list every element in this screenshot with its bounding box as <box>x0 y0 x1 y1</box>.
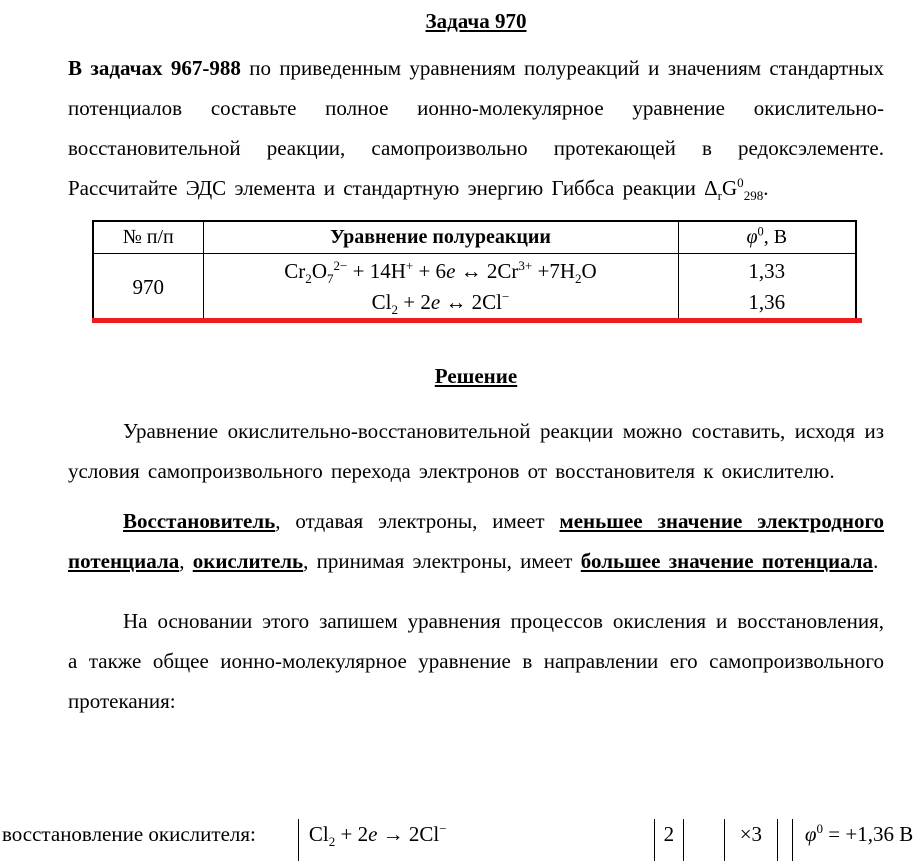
lesser-potential-phrase: меньшее значение электродного потенциала <box>68 509 884 573</box>
intro-lead-bold: В задачах 967-988 <box>68 56 241 80</box>
potentials-cell <box>678 254 856 322</box>
solution-paragraph-1: Уравнение окислительно-восстановительной реакции можно составить, исходя из условия самопроизвольного перехода электронов от восстановителя к окислителю. <box>68 419 884 483</box>
greater-potential-phrase: большее значение потенциала <box>580 549 874 573</box>
intro-body-text: по приведенным уравнениям полуреакций и значениям стандартных потенциалов составьте полное ионно-молекулярное уравнение окислительно-восстановительной реакции, самопроизвольно протекающей в редоксэлементе. Рассчитайте ЭДС элемента и стандартную энергию Гиббса реакции <box>68 56 884 200</box>
text-segment-1: , отдавая электроны, имеет <box>275 509 560 533</box>
electron-count: 2 <box>654 819 684 861</box>
table-row <box>93 254 856 322</box>
oxidizer-term: окислитель <box>192 549 304 573</box>
text-segment-2: , <box>179 549 193 573</box>
reduction-label: восстановление окислителя: <box>2 822 256 846</box>
table-header-row <box>93 221 856 254</box>
reducer-term: Восстановитель <box>123 509 276 533</box>
table-header-potential: $\varphi^0$, В <box>678 221 856 254</box>
standard-potential: $\varphi^0 = +1,36$ В <box>792 819 913 861</box>
coefficient-multiplier: ×3 <box>724 819 778 861</box>
intro-paragraph <box>68 48 884 208</box>
gibbs-energy-formula: $\Delta_rG^0_{298}$. <box>704 175 769 204</box>
solution-paragraph-3: На основании этого запишем уравнения процессов окисления и восстановления, а также общее ионно-молекулярное уравнение в направлении его самопроизвольного протекания: <box>68 609 884 713</box>
potential-value-1: 1,33 <box>748 259 786 283</box>
oxidizer-reduction-row <box>2 819 913 861</box>
chlorine-half-reaction: $Cl_2 + 2e \to 2Cl^-$ <box>298 819 654 861</box>
equations-cell <box>203 254 678 322</box>
table-header-equation: Уравнение полуреакции <box>203 221 678 254</box>
text-segment-4: . <box>873 549 879 573</box>
solution-paragraph-2 <box>68 501 884 581</box>
solution-heading: Решение <box>434 364 518 388</box>
half-reactions-table <box>92 220 857 322</box>
half-reaction-2: $Cl_2 + 2e$ ↔ 2Cl− <box>371 289 510 318</box>
red-underline <box>92 318 862 323</box>
table-header-number: № п/п <box>93 221 203 254</box>
potential-value-2: 1,36 <box>748 290 786 314</box>
task-number-cell: 970 <box>93 254 203 322</box>
page-title: Задача 970 <box>425 9 527 33</box>
half-reaction-1: $Cr_2O_7^{2-} + 14H^+ + 6e$ ↔ $2Cr^{3+} +7H_2O$ <box>284 258 597 287</box>
text-segment-3: , принимая электроны, имеет <box>303 549 581 573</box>
